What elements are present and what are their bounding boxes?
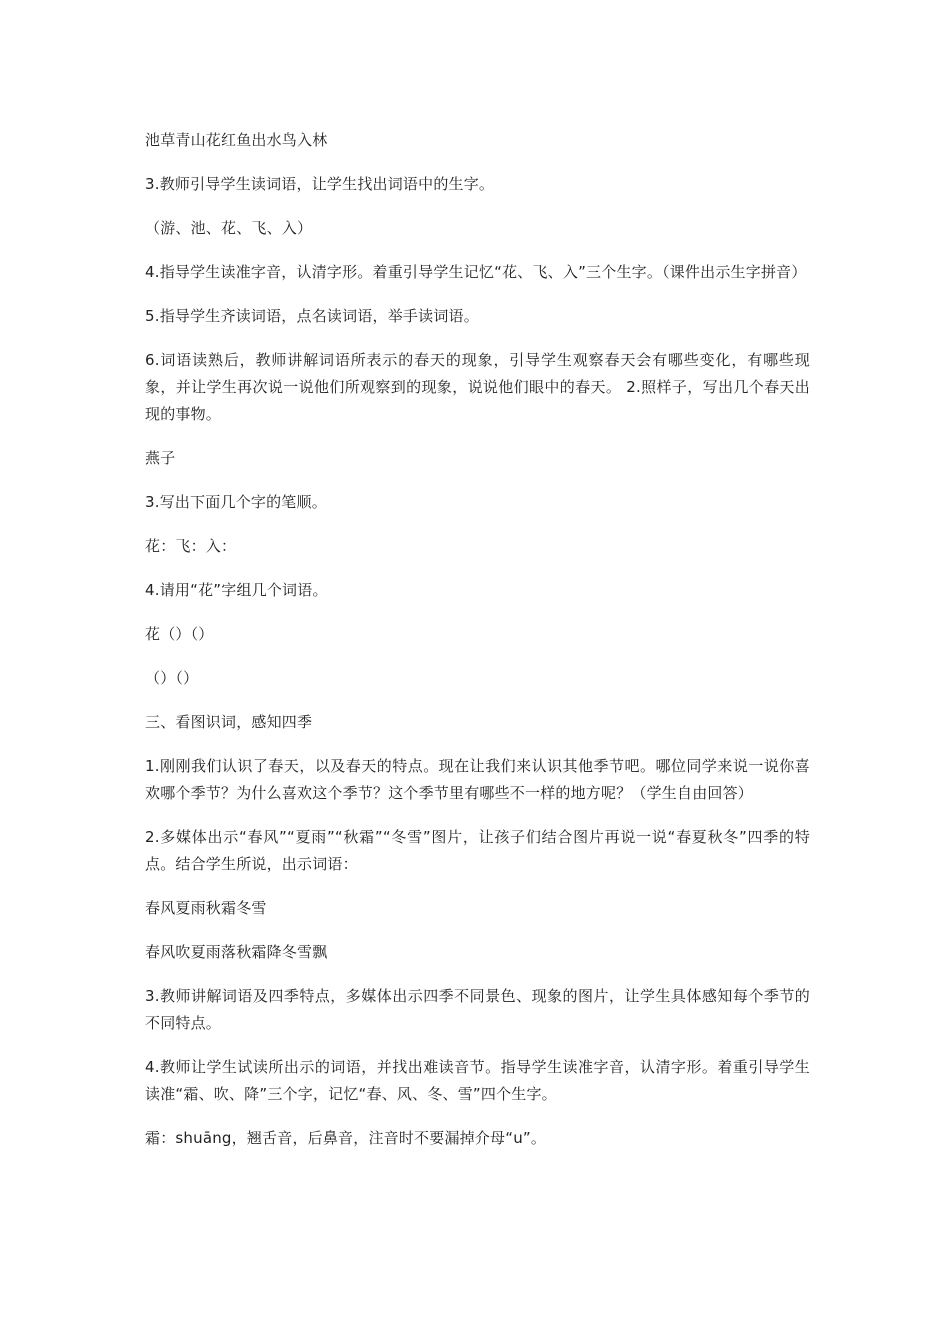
document-page xyxy=(145,127,810,1169)
paragraph-17: 春风吹夏雨落秋霜降冬雪飘 xyxy=(145,943,328,961)
paragraph-1: 池草青山花红鱼出水鸟入林 xyxy=(145,131,328,149)
paragraph-18: 3.教师讲解词语及四季特点，多媒体出示四季不同景色、现象的图片，让学生具体感知每个季节的不同特点。 xyxy=(145,987,810,1032)
paragraph-12: （）（） xyxy=(145,669,199,687)
paragraph-6: 6.词语读熟后，教师讲解词语所表示的春天的现象，引导学生观察春天会有哪些变化，有哪些现象，并让学生再次说一说他们所观察到的现象，说说他们眼中的春天。 2.照样子，写出几个春天出现的事物。 xyxy=(145,351,810,423)
section-heading: 三、看图识词，感知四季 xyxy=(145,713,313,731)
paragraph-19: 4.教师让学生试读所出示的词语，并找出难读音节。指导学生读准字音，认清字形。着重引导学生读准“霜、吹、降”三个字，记忆“春、风、冬、雪”四个生字。 xyxy=(145,1058,810,1103)
paragraph-3: （游、池、花、飞、入） xyxy=(145,219,313,237)
paragraph-20: 霜：shuāng，翘舌音，后鼻音，注音时不要漏掉介母“u”。 xyxy=(145,1129,547,1147)
paragraph-11: 花（）（） xyxy=(145,625,214,643)
paragraph-8: 3.写出下面几个字的笔顺。 xyxy=(145,493,327,511)
paragraph-10: 4.请用“花”字组几个词语。 xyxy=(145,581,328,599)
paragraph-7: 燕子 xyxy=(145,449,176,467)
paragraph-4: 4.指导学生读准字音，认清字形。着重引导学生记忆“花、飞、入”三个生字。（课件出示生字拼音） xyxy=(145,263,807,281)
paragraph-9: 花：飞：入： xyxy=(145,537,237,555)
paragraph-15: 2.多媒体出示“春风”“夏雨”“秋霜”“冬雪”图片，让孩子们结合图片再说一说“春夏秋冬”四季的特点。结合学生所说，出示词语： xyxy=(145,828,810,873)
paragraph-5: 5.指导学生齐读词语，点名读词语，举手读词语。 xyxy=(145,307,479,325)
paragraph-16: 春风夏雨秋霜冬雪 xyxy=(145,899,267,917)
paragraph-2: 3.教师引导学生读词语，让学生找出词语中的生字。 xyxy=(145,175,495,193)
paragraph-14: 1.刚刚我们认识了春天，以及春天的特点。现在让我们来认识其他季节吧。哪位同学来说一说你喜欢哪个季节？为什么喜欢这个季节？这个季节里有哪些不一样的地方呢？（学生自由回答） xyxy=(145,757,810,802)
